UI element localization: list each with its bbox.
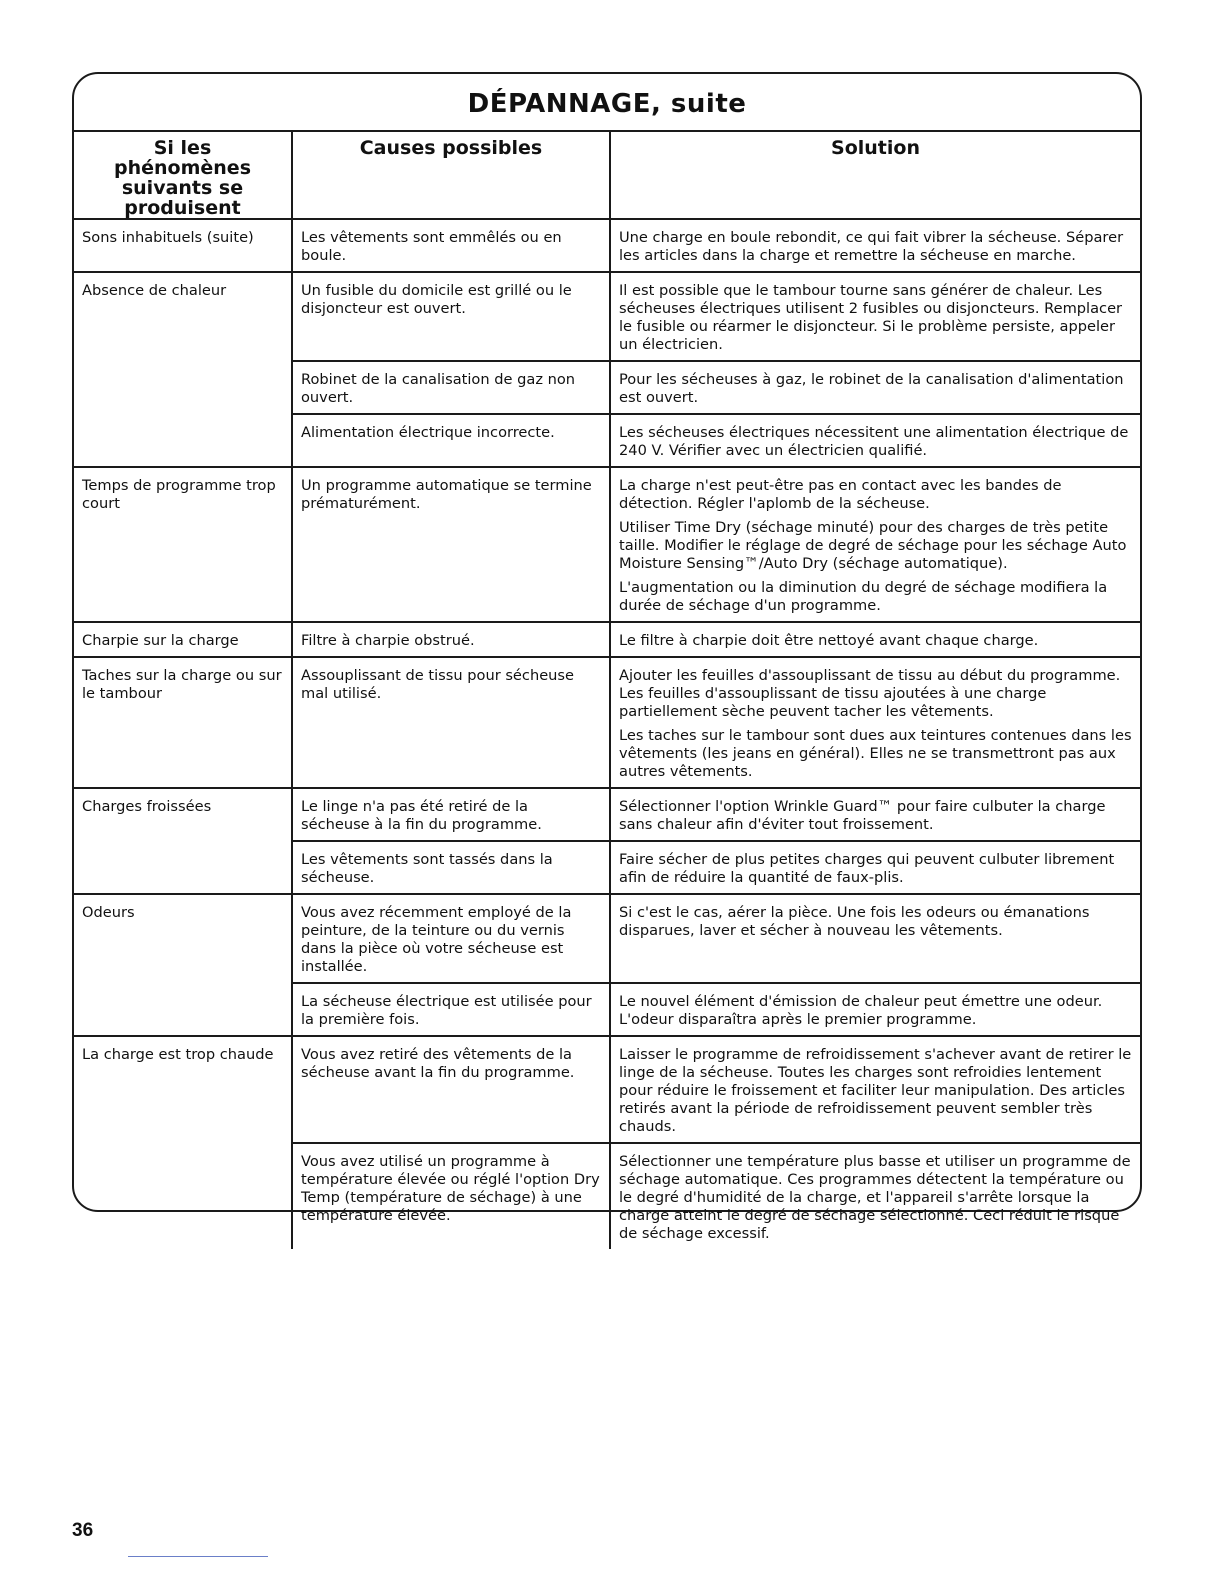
solution-cell [610,657,1140,788]
solution-cell [610,272,1140,361]
solution-paragraph: Pour les sécheuses à gaz, le robinet de la canalisation d'alimentation est ouvert. [619,371,1124,406]
header-symptom: Si les phénomènes suivants se produisent [74,131,292,219]
solution-cell [610,983,1140,1036]
solution-cell [610,467,1140,622]
symptom-cell: Odeurs [74,894,292,1036]
header-cause: Causes possibles [292,131,610,219]
symptom-cell: Absence de chaleur [74,272,292,467]
solution-paragraph: Le nouvel élément d'émission de chaleur peut émettre une odeur. L'odeur disparaîtra après le premier programme. [619,993,1103,1028]
page-number: 36 [72,1520,94,1541]
solution-paragraph: Sélectionner une température plus basse et utiliser un programme de séchage automatique. Ces programmes détectent la température ou le degré d'humidité de la charge, et l'appareil s'arrête lorsque la charge atteint le degré de séchage sélectionné. Ceci réduit le risque de séchage excessif. [619,1153,1131,1242]
solution-cell [610,841,1140,894]
solution-cell [610,622,1140,657]
solution-cell [610,894,1140,983]
cause-cell: Les vêtements sont tassés dans la sécheuse. [292,841,610,894]
cause-cell: Vous avez retiré des vêtements de la sécheuse avant la fin du programme. [292,1036,610,1143]
header-solution: Solution [610,131,1140,219]
table-row [74,788,1140,841]
table-row [74,219,1140,272]
solution-cell [610,361,1140,414]
solution-paragraph: Les sécheuses électriques nécessitent une alimentation électrique de 240 V. Vérifier avec un électricien qualifié. [619,424,1129,459]
table-row [74,894,1140,983]
cause-cell: Assouplissant de tissu pour sécheuse mal utilisé. [292,657,610,788]
solution-paragraph: Si c'est le cas, aérer la pièce. Une fois les odeurs ou émanations disparues, laver et sécher à nouveau les vêtements. [619,904,1090,939]
solution-paragraph: Utiliser Time Dry (séchage minuté) pour des charges de très petite taille. Modifier le réglage de degré de séchage pour les séchage Auto Moisture Sensing™/Auto Dry (séchage automatique). [619,519,1127,572]
troubleshooting-table [74,130,1140,1249]
cause-cell: Alimentation électrique incorrecte. [292,414,610,467]
solution-paragraph: La charge n'est peut-être pas en contact avec les bandes de détection. Régler l'aplomb de la sécheuse. [619,477,1062,512]
cause-cell: Robinet de la canalisation de gaz non ouvert. [292,361,610,414]
footer-divider [128,1556,268,1557]
solution-paragraph: Faire sécher de plus petites charges qui peuvent culbuter librement afin de réduire la quantité de faux-plis. [619,851,1115,886]
table-row [74,272,1140,361]
page-title: DÉPANNAGE, suite [467,89,747,119]
symptom-cell: Charges froissées [74,788,292,894]
troubleshooting-frame [72,72,1142,1242]
cause-cell: Le linge n'a pas été retiré de la sécheuse à la fin du programme. [292,788,610,841]
cause-cell: Vous avez récemment employé de la peinture, de la teinture ou du vernis dans la pièce où votre sécheuse est installée. [292,894,610,983]
solution-cell [610,219,1140,272]
solution-paragraph: Sélectionner l'option Wrinkle Guard™ pour faire culbuter la charge sans chaleur afin d'éviter tout froissement. [619,798,1106,833]
solution-paragraph: Ajouter les feuilles d'assouplissant de tissu au début du programme. Les feuilles d'assouplissant de tissu ajoutées à une charge partiellement sèche peuvent tacher les vêtements. [619,667,1121,720]
cause-cell: La sécheuse électrique est utilisée pour la première fois. [292,983,610,1036]
solution-paragraph: L'augmentation ou la diminution du degré de séchage modifiera la durée de séchage d'un programme. [619,579,1108,614]
table-header-row [74,131,1140,219]
solution-paragraph: Les taches sur le tambour sont dues aux teintures contenues dans les vêtements (les jeans en général). Elles ne se transmettront pas aux autres vêtements. [619,727,1132,780]
cause-cell: Un programme automatique se termine prématurément. [292,467,610,622]
solution-cell [610,414,1140,467]
solution-cell [610,1143,1140,1249]
table-row [74,1036,1140,1143]
solution-paragraph: Il est possible que le tambour tourne sans générer de chaleur. Les sécheuses électriques utilisent 2 fusibles ou disjoncteurs. Remplacer le fusible ou réarmer le disjoncteur. Si le problème persiste, appeler un électricien. [619,282,1123,353]
solution-paragraph: Une charge en boule rebondit, ce qui fait vibrer la sécheuse. Séparer les articles dans la charge et remettre la sécheuse en marche. [619,229,1124,264]
symptom-cell: Sons inhabituels (suite) [74,219,292,272]
table-row [74,657,1140,788]
cause-cell: Vous avez utilisé un programme à température élevée ou réglé l'option Dry Temp (température de séchage) à une température élevée. [292,1143,610,1249]
cause-cell: Les vêtements sont emmêlés ou en boule. [292,219,610,272]
symptom-cell: La charge est trop chaude [74,1036,292,1249]
symptom-cell: Charpie sur la charge [74,622,292,657]
table-row [74,622,1140,657]
solution-cell [610,788,1140,841]
symptom-cell: Temps de programme trop court [74,467,292,622]
solution-cell [610,1036,1140,1143]
symptom-cell: Taches sur la charge ou sur le tambour [74,657,292,788]
table-row [74,467,1140,622]
solution-paragraph: Laisser le programme de refroidissement s'achever avant de retirer le linge de la sécheuse. Toutes les charges sont refroidies lentement pour réduire le froissement et faciliter leur manipulation. Des articles retirés avant la période de refroidissement peuvent sembler très chauds. [619,1046,1132,1135]
cause-cell: Filtre à charpie obstrué. [292,622,610,657]
solution-paragraph: Le filtre à charpie doit être nettoyé avant chaque charge. [619,632,1039,649]
cause-cell: Un fusible du domicile est grillé ou le disjoncteur est ouvert. [292,272,610,361]
